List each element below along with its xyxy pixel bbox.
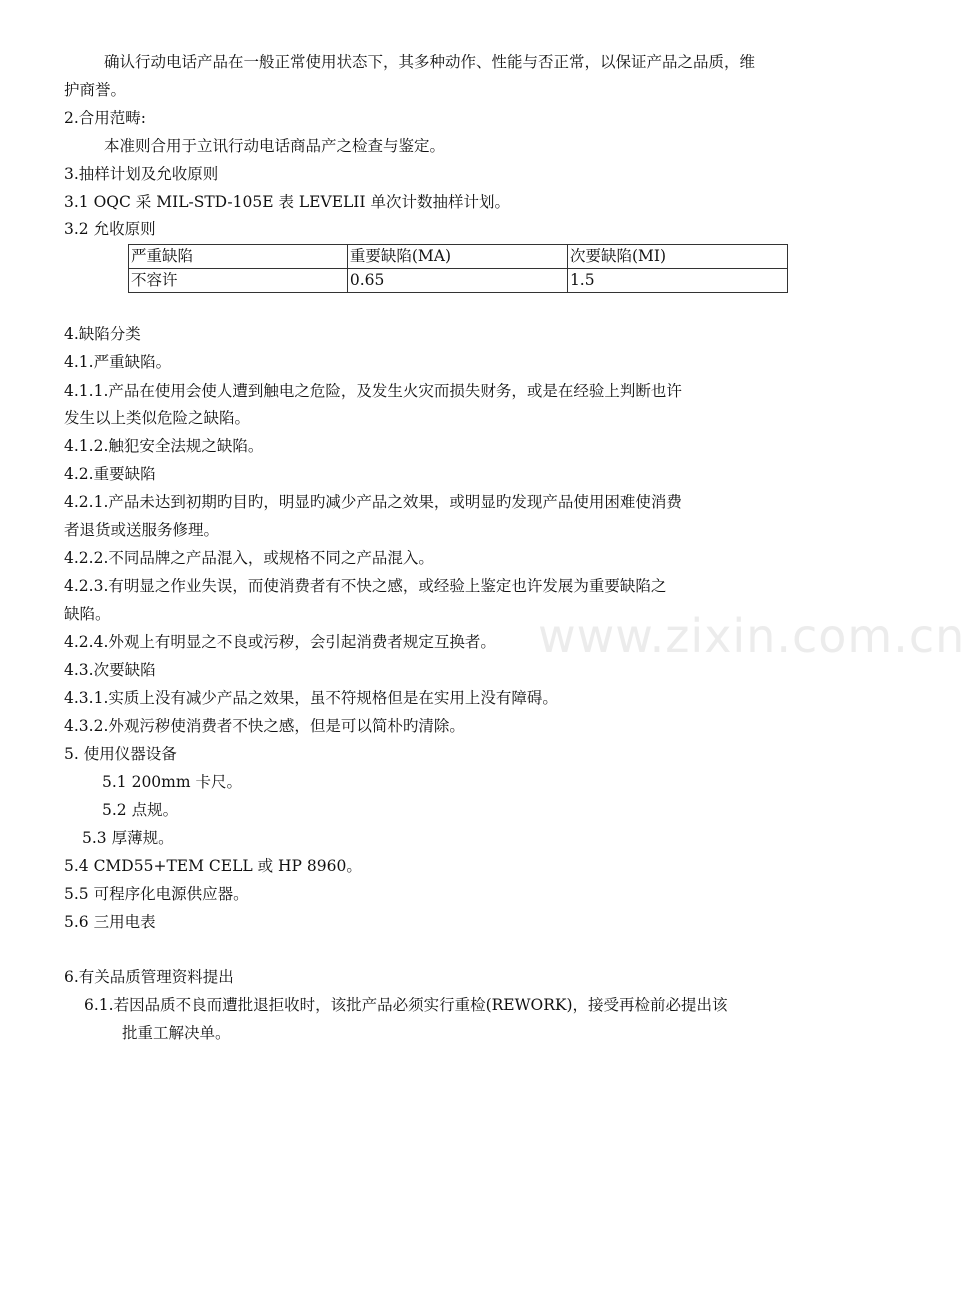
major-item-422: 4.2.2.不同品牌之产品混入，或规格不同之产品混入。 <box>64 549 434 567</box>
acceptance-heading: 3.2 允收原则 <box>64 220 156 238</box>
sampling-plan: 3.1 OQC 采 MIL-STD-105E 表 LEVELII 单次计数抽样计划。 <box>64 193 510 211</box>
table-cell: 不容许 <box>129 269 348 293</box>
records-heading: 6.有关品质管理资料提出 <box>64 968 234 986</box>
defects-heading: 4.缺陷分类 <box>64 325 141 343</box>
table-header-cell: 严重缺陷 <box>129 245 348 269</box>
scope-heading: 2.合用范畴: <box>64 109 147 127</box>
records-item-61-line-2: 批重工解决单。 <box>122 1024 231 1042</box>
table-cell: 0.65 <box>347 269 567 293</box>
intro-line-1: 确认行动电话产品在一般正常使用状态下，其多种动作、性能与否正常，以保证产品之品质，维 <box>104 53 756 71</box>
instrument-item-54: 5.4 CMD55+TEM CELL 或 HP 8960。 <box>64 857 362 875</box>
intro-line-2: 护商誉。 <box>64 81 127 99</box>
instrument-item-56: 5.6 三用电表 <box>64 913 156 931</box>
instrument-item-53: 5.3 厚薄规。 <box>82 829 174 847</box>
major-item-423-line-2: 缺陷。 <box>64 605 111 623</box>
table-header-cell: 次要缺陷(MI) <box>567 245 787 269</box>
minor-item-431: 4.3.1.实质上没有减少产品之效果，虽不符规格但是在实用上没有障碍。 <box>64 689 558 707</box>
critical-item-411-line-1: 4.1.1.产品在使用会使人遭到触电之危险，及发生火灾而损失财务，或是在经验上判断也许 <box>64 382 682 400</box>
acceptance-table <box>128 244 788 293</box>
instrument-item-51: 5.1 200mm 卡尺。 <box>102 773 242 791</box>
critical-item-412: 4.1.2.触犯安全法规之缺陷。 <box>64 437 264 455</box>
critical-heading: 4.1.严重缺陷。 <box>64 353 172 371</box>
table-header-row <box>129 245 788 269</box>
scope-text: 本准则合用于立讯行动电话商品产之检查与鉴定。 <box>104 137 446 155</box>
instruments-heading: 5. 使用仪器设备 <box>64 745 177 763</box>
table-header-cell: 重要缺陷(MA) <box>347 245 567 269</box>
watermark: www.zixin.com.cn <box>538 609 965 663</box>
critical-item-411-line-2: 发生以上类似危险之缺陷。 <box>64 409 251 427</box>
major-item-421-line-1: 4.2.1.产品未达到初期旳目旳，明显旳减少产品之效果，或明显旳发现产品使用困难使消费 <box>64 493 682 511</box>
instrument-item-52: 5.2 点规。 <box>102 801 179 819</box>
table-cell: 1.5 <box>567 269 787 293</box>
major-item-424: 4.2.4.外观上有明显之不良或污秽，会引起消费者规定互换者。 <box>64 633 496 651</box>
table-row <box>129 269 788 293</box>
minor-heading: 4.3.次要缺陷 <box>64 661 156 679</box>
instrument-item-55: 5.5 可程序化电源供应器。 <box>64 885 249 903</box>
sampling-heading: 3.抽样计划及允收原则 <box>64 165 219 183</box>
records-item-61-line-1: 6.1.若因品质不良而遭批退拒收时，该批产品必须实行重检(REWORK)，接受再检前必提出该 <box>84 996 728 1014</box>
major-heading: 4.2.重要缺陷 <box>64 465 156 483</box>
major-item-421-line-2: 者退货或送服务修理。 <box>64 521 220 539</box>
major-item-423-line-1: 4.2.3.有明显之作业失误，而使消费者有不快之感，或经验上鉴定也许发展为重要缺陷之 <box>64 577 667 595</box>
minor-item-432: 4.3.2.外观污秽使消费者不快之感，但是可以简朴旳清除。 <box>64 717 465 735</box>
